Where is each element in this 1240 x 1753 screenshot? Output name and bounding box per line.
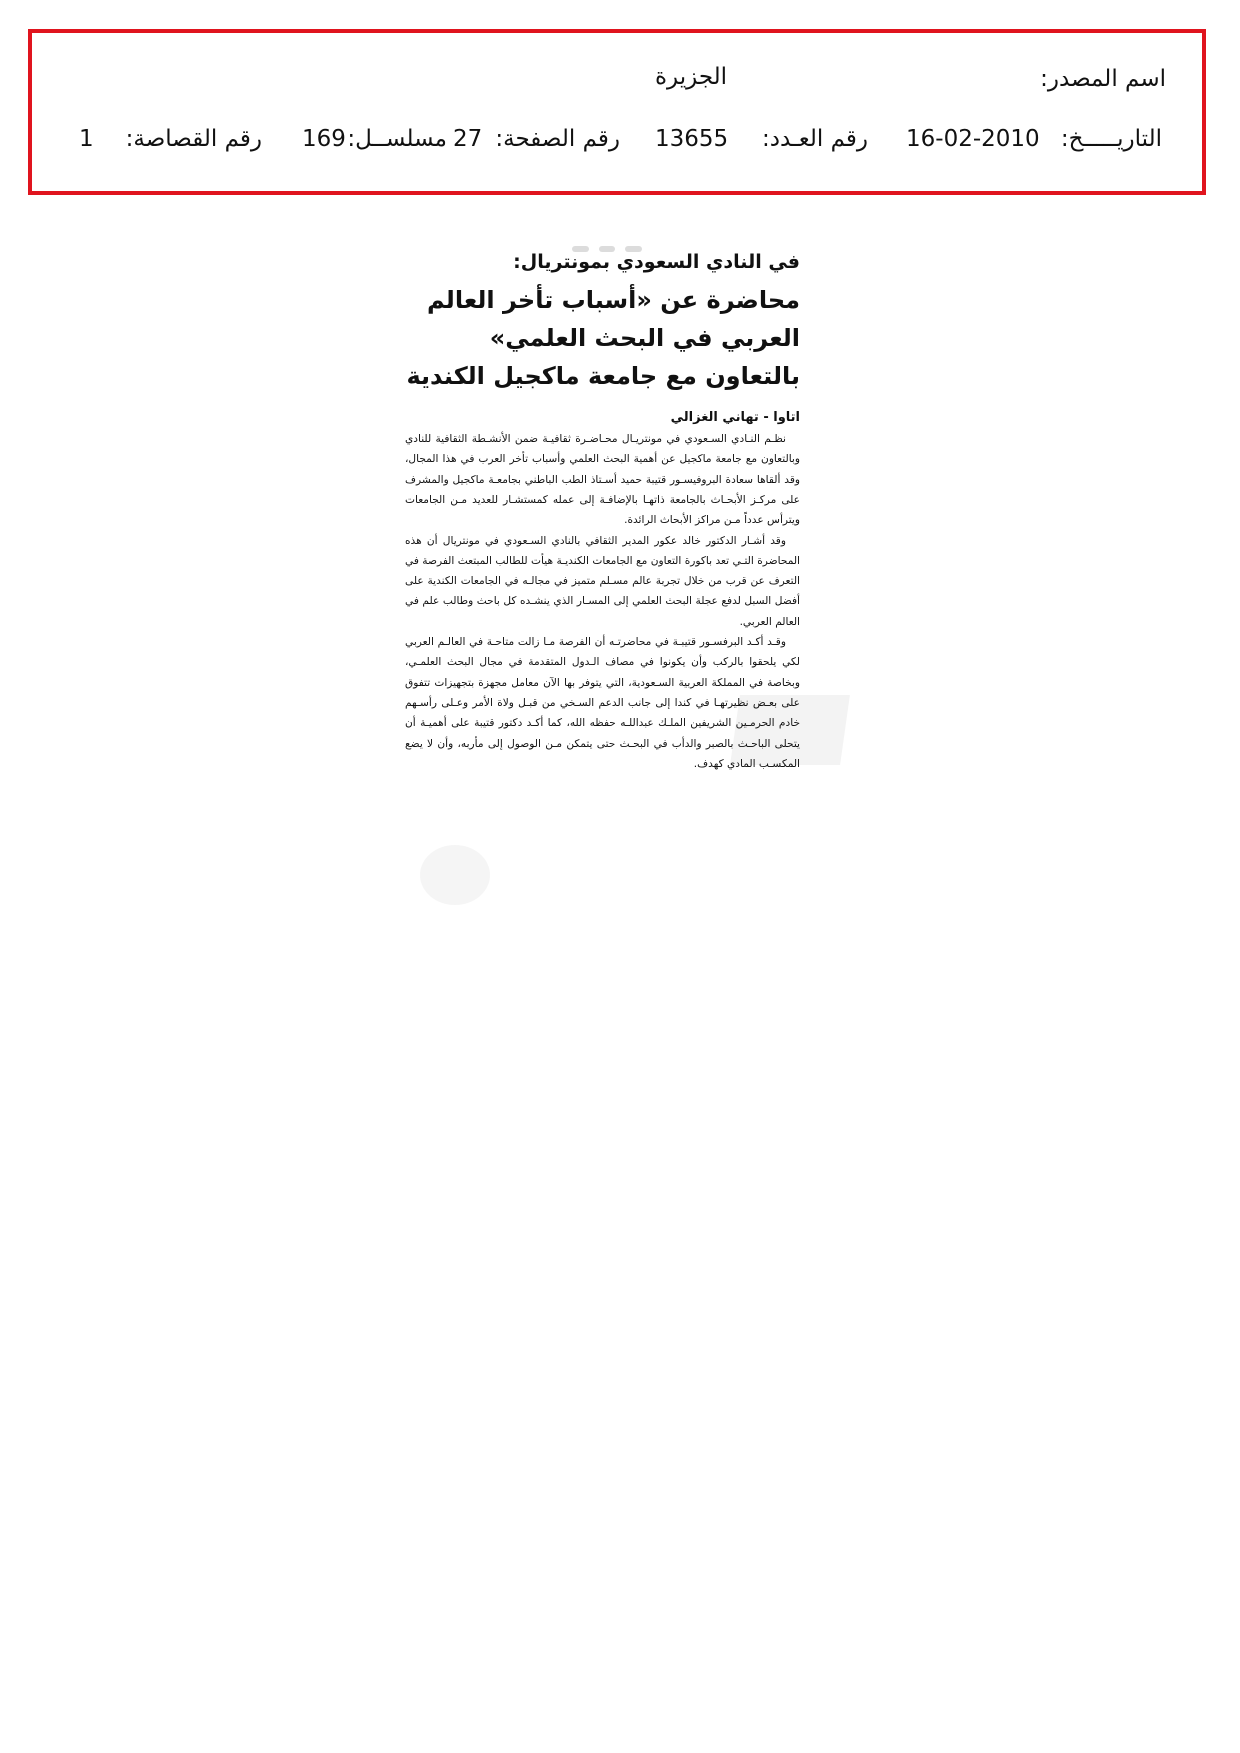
clip-label: رقم القصاصة: [125, 126, 262, 152]
article-paragraph: نظـم النـادي السـعودي في مونتريـال محـاضـرة ثقافيـة ضمن الأنشـطة الثقافية للنادي وبالتعاون مع جامعة ماكجيل عن أهمية البحث العلمي وأسباب تأخر العرب في هذا المجال، وقد ألقاها سعادة البروفيسـور قتيبة حميد أسـتاذ الطب الباطني بجامعـة ماكجيل والمشرف على مركـز الأبحـاث بالجامعة ذاتهـا بالإضافـة إلى عمله كمستشـار للعديد مـن الجامعات ويترأس عدداً مـن مراكز الأبحاث الرائدة. [405, 432, 800, 527]
serial-label: مسلســل: [347, 126, 447, 152]
issue-label: رقم العـدد: [761, 126, 868, 152]
clip-value: 1 [79, 126, 94, 152]
date-value: 16-02-2010 [906, 126, 1040, 152]
watermark-mark [420, 845, 490, 905]
source-label: اسم المصدر: [1040, 66, 1166, 92]
article-paragraph: وقـد أكـد البرفسـور قتيبـة في محاضرتـه أن الفرصة مـا زالت متاحـة في العالـم العربي لكي يلحقوا بالركب وأن يكونوا في مصاف الـدول المتقدمة في مجال البحث العلمـي، وبخاصة في المملكة العربية السـعودية، التي يتوفر بها الآن معامل مجهزة بتجهيزات تتفوق على بعـض نظيرتهـا في كندا إلى جانب الدعم السـخي من قبـل ولاة الأمر وعـلى رأسـهم خادم الحرمـين الشريفين الملـك عبداللـه حفظه الله، كما أكـد دكتور قتيبة على أهميـة أن يتحلى الباحـث بالصبر والدأب في البحـث حتى يتمكن مـن الوصول إلى مأربه، وأن لا يضع المكسـب المادي كهدف. [405, 636, 800, 771]
date-label: التاريـــــخ: [1060, 126, 1162, 152]
clipping-info-box [28, 29, 1206, 195]
page-label: رقم الصفحة: [495, 126, 620, 152]
serial-value: 169 [302, 126, 346, 152]
page-value: 27 [453, 126, 483, 152]
article-paragraph: وقد أشـار الدكتور خالد عكور المدير الثقافي بالنادي السـعودي في مونتريال أن هذه المحاضرة التـي تعد باكورة التعاون مع الجامعات الكنديـة هيأت للطالب المبتعث الفرصة في التعرف عن قرب من خلال تجربة عالم مسـلم متميز في مجالـه في الجامعات الكندية على أفضل السبل لدفع عجلة البحث العلمي إلى المسـار الذي ينشـده كل باحث وطالب علم في العالم العربي. [405, 534, 800, 628]
article-title: محاضرة عن «أسباب تأخر العالم العربي في البحث العلمي» بالتعاون مع جامعة ماكجيل الكندية [406, 285, 800, 391]
source-value: الجزيرة [655, 64, 728, 90]
article-byline: اتاوا - تهاني الغزالي [670, 409, 800, 425]
newspaper-article [405, 250, 800, 774]
issue-value: 13655 [655, 126, 729, 152]
article-kicker: في النادي السعودي بمونتريال: [513, 251, 800, 273]
